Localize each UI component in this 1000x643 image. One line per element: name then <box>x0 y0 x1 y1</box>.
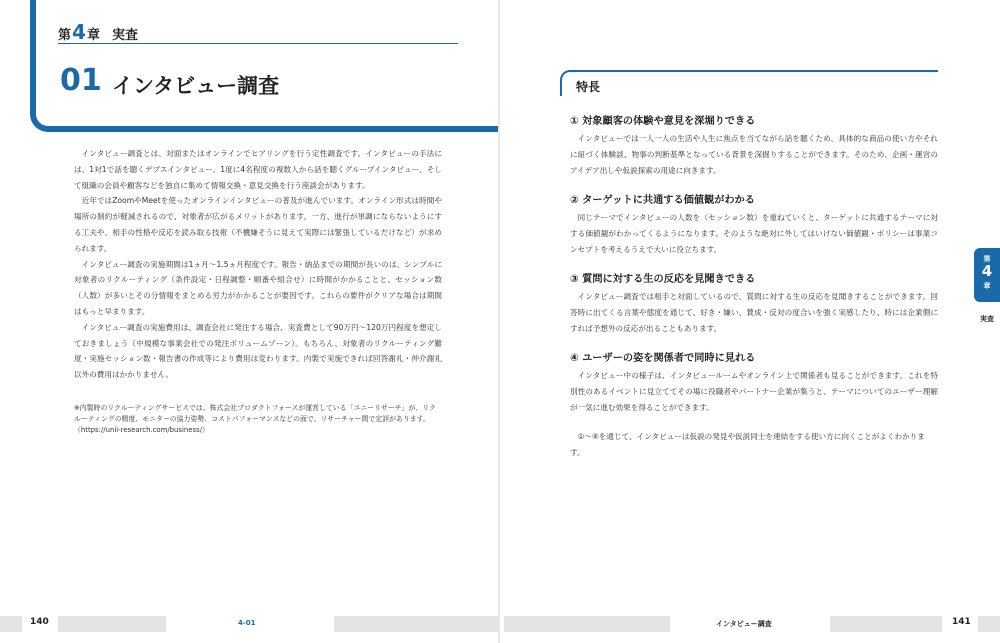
paragraph: 近年ではZoomやMeetを使ったオンラインインタビューの普及が進んでいます。オンライン形式は時間や場所の制約が軽減されるので、対象者が広がるメリットがあります。一方、進行が単調にならないようにする工夫や、相手の性格や反応を読み取る技術（不機嫌そうに見えて実際には緊張しているだけなど）が求められます。 <box>74 196 442 253</box>
paragraph: インタビュー調査の実施期間は1ヵ月〜1.5ヵ月程度です。報告・納品までの期間が長いのは、シンプルに対象者のリクルーティング（条件設定・日程調整・順番や組合せ）に時間がかかることと、セッション数（人数）が多いとその分情報をまとめる労力がかかることが要因です。これらの要件がクリアな場合は期間はもっと早まります。 <box>74 259 442 316</box>
feature-heading: ④ ユーザーの姿を関係者で同時に見れる <box>570 353 756 364</box>
tab-prefix: 第 <box>983 255 991 263</box>
chapter-label <box>58 20 138 44</box>
summary-text: ①〜④を通じて、インタビューは仮説の発見や仮説同士を連結をする使い方に向くことがよくわかります。 <box>570 432 925 457</box>
feature-item <box>570 115 938 178</box>
tab-number: 4 <box>981 262 993 280</box>
chapter-side-tab[interactable] <box>974 248 1000 302</box>
tab-chapter-title: 実査 <box>980 315 994 323</box>
feature-heading: ② ターゲットに共通する価値観がわかる <box>570 195 755 206</box>
feature-text: インタビュー調査では相手と対面しているので、質問に対する生の反応を見聞きすることができます。回答時に出てくる言葉や態度を通じて、好き・嫌い、賛成・反対の度合いを強く実感したり、時には企業側にすれば予想外の反応が出ることもあります。 <box>570 292 938 333</box>
feature-heading: ③ 質問に対する生の反応を見聞きできる <box>570 274 756 285</box>
feature-item <box>570 352 938 415</box>
footer-bar-left-a <box>58 616 166 632</box>
body-text <box>74 146 442 383</box>
feature-text: 同じテーマでインタビューの人数を（セッション数）を重ねていくと、ターゲットに共通するテーマに対する価値観がわかってくるようになります。そのような絶対に外してはいけない価値観・ポリシーは事業コンセプトを考えるうえで大いに役立ちます。 <box>570 213 938 254</box>
feature-heading: ① 対象顧客の体験や意見を深堀りできる <box>570 116 756 127</box>
feature-text: インタビュー中の様子は、インタビュールームやオンライン上で関係者も見ることができます。これを特別性のあるイベントに見立ててその場に役職者やパートナー企業が集うと、テーマについてのユーザー理解が一気に進む効果を得ることができます。 <box>570 371 938 412</box>
chapter-suffix: 章 <box>86 28 100 43</box>
feature-item <box>570 273 938 336</box>
footer-bar-right-b <box>830 616 942 632</box>
features-title: 特長 <box>576 80 601 94</box>
footer-bar-right-edge <box>978 616 1000 632</box>
features-header <box>560 70 938 96</box>
footer-section-code: 4-01 <box>238 619 256 627</box>
footer-section-title: インタビュー調査 <box>716 620 772 628</box>
chapter-prefix: 第 <box>58 28 72 43</box>
chapter-number: 4 <box>72 20 86 44</box>
footnote: ※内製時のリクルーティングサービスでは、株式会社プロダクトフォースが運営している「ユニーリサーチ」が、リクルーティングの精度、モニターの協力姿勢、コストパフォーマンスなどの面で、リサーチャー間で定評があります。（https://unii-research.com/business/） <box>74 404 436 434</box>
feature-text: インタビューでは一人一人の生活や人生に焦点を当てながら話を聴くため、具体的な商品の使い方やそれに紐づく体験談、物事の判断基準となっている背景を深掘りすることができます。そのため、企画・運営のアイデア出しや仮説探索の用途に向きます。 <box>570 134 938 175</box>
page-number-left: 140 <box>30 617 49 627</box>
chapter-title: 実査 <box>111 28 138 43</box>
footer-bar-left-b <box>334 616 498 632</box>
tab-suffix: 章 <box>983 282 991 290</box>
right-page <box>500 0 1000 643</box>
footer-bar-left-edge <box>0 616 22 632</box>
page-number-right: 141 <box>952 617 971 627</box>
paragraph: インタビュー調査とは、対面またはオンラインでヒアリングを行う定性調査です。インタビューの手法には、1対1で話を聴くデプスインタビュー、1度に4名程度の複数人から話を聴くグループインタビュー、そして組織の会員や顧客などを独自に集めて情報交換・意見交換を行う座談会があります。 <box>74 149 442 190</box>
section-number: 01 <box>60 63 102 98</box>
paragraph: インタビュー調査の実施費用は、調査会社に発注する場合、実査費として90万円〜120万円程度を想定しておきましょう（中規模な事業会社での発注ボリュームゾーン）。もちろん、対象者のリクルーティング難度・実施セッション数・報告書の作成等により費用は変わります。内製で実施できれば回答謝礼・仲介謝礼以外の費用はかかりません。 <box>74 322 442 380</box>
footer-bar-right-a <box>504 616 670 632</box>
section-title: インタビュー調査 <box>112 74 280 98</box>
feature-item <box>570 194 938 257</box>
chapter-header <box>58 18 458 44</box>
